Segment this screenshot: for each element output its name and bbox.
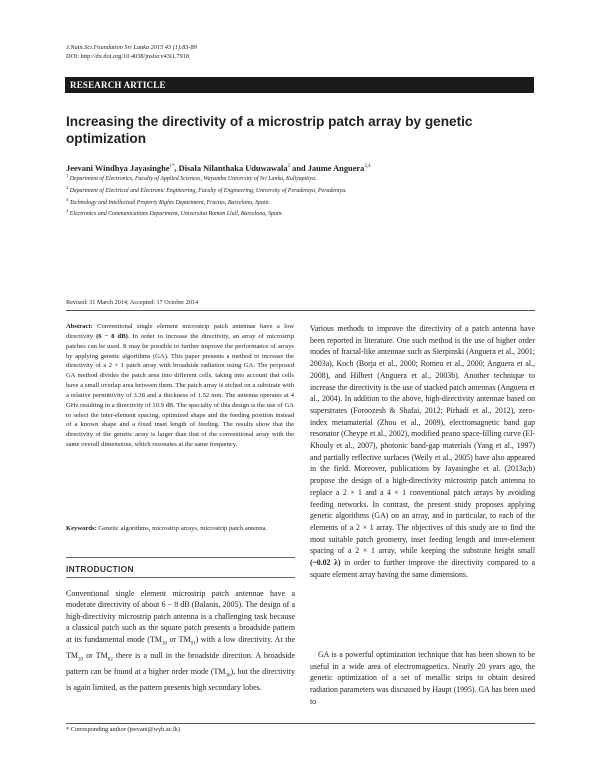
affiliation-number: 1 xyxy=(66,173,69,178)
author-separator: , xyxy=(174,163,179,173)
body-text: in order to further improve the directivity compared to a square element array having the same dimensions. xyxy=(310,558,535,579)
intro-text: or TM xyxy=(166,634,191,644)
footnote-divider xyxy=(66,723,535,724)
author-separator: and xyxy=(290,163,308,173)
introduction-paragraph xyxy=(66,588,295,693)
author-name: Disala Nilanthaka Uduwawala xyxy=(178,163,288,173)
intro-text: ) with a low directivity. At the TM xyxy=(66,634,295,660)
abstract-bold-range: (6 − 8 dB) xyxy=(96,332,128,340)
keywords xyxy=(66,524,294,534)
article-dates: Revised: 31 March 2014; Accepted: 17 October 2014 xyxy=(66,299,199,306)
intro-text: ), but the directivity is again limited, as the pattern presents high secondary lobes. xyxy=(66,666,295,692)
mode-subscript: 20 xyxy=(78,657,83,663)
mode-subscript: 10 xyxy=(161,641,167,647)
section-divider-top xyxy=(66,557,295,558)
journal-citation: J.Natn.Sci.Foundation Sri Lanka 2015 43 (1):83-89 xyxy=(66,44,197,51)
affiliation-number: 4 xyxy=(66,208,69,214)
article-type-banner: RESEARCH ARTICLE xyxy=(65,77,534,93)
body-text: Various methods to improve the directivity of a patch antenna have been reported in literature. One such method is the use of higher order modes of fractal-like antennae such as Sierpinski (Anguera et al., 2001; 2003a), Koch (Borja et al., 2000; Romeu et al., 2000; Anguera et al., 2008), and Hilbert (Anguera et al., 2003b). Another technique to increase the directivity is the use of stacked patch antennas (Anguera et al., 2004). In addition to the above, high-directivity antennae based on superstrates (Foroozesh & Shafai, 2012; Pirhadi et al., 2012), zero-index metamaterial (Zhou et al., 2009), electromagnetic band gap resonator (Cheype et al., 2002), modified peano space-filling curve (El-Khouly et al., 2007), photonic band-gap materials (Yang et al., 1997) and partially reflective surfaces (Weily et al., 2005) have also appeared in the field. Moreover, publications by Jayasinghe et al. (2013a;b) propose the design of a high-directivity microstrip patch antenna to replace a 2 × 1 and a 4 × 1 conventional patch arrays by avoiding feeding networks. In contrast, the present study proposes applying genetic algorithms (GA) on an array, and in particular, to each of the elements of a 2 × 1 array. The objectives of this study are to find the most suitable patch geometry, inset feeding length and inter-element spacing of a 2 × 1 array, while keeping the substrate height small xyxy=(310,324,535,556)
corresponding-author-footnote: * Corresponding author (jeevani@wyb.ac.lk) xyxy=(66,726,181,733)
affiliation-number: 3 xyxy=(66,196,69,202)
mode-subscript: 01 xyxy=(190,641,196,647)
affiliation-item xyxy=(66,207,536,219)
author-name: Jaume Anguera xyxy=(307,163,365,173)
author-affiliation-mark: 3,4 xyxy=(364,164,371,169)
keywords-label: Keywords: xyxy=(66,525,97,532)
intro-text: there is a null in the broadside direction. A broadside pattern can be found at a higher order mode (TM xyxy=(66,650,295,676)
article-title: Increasing the directivity of a microstrip patch array by genetic optimization xyxy=(66,114,473,146)
abstract-text-continued: . In order to increase the directivity, an array of microstrip patches can be used. It may be possible to further improve the performance of arrays by applying genetic algorithms (GA). This paper presents a method to increase the directivity of a 2 × 1 patch array with broadside radiation using GA. The proposed GA method divides the patch area into different cells, taking into account that cells have a small overlap area between them. The patch array is etched on a substrate with a relative permittivity of 3.38 and a thickness of 1.52 mm. The antenna operates at 4 GHz resulting in a directivity of 10.9 dB. The specialty of this design is the use of GA to select the inter-element spacing, optimized shape and the feeding position instead of a known shape and a fixed inset length of feeding. The results show that the directivity of the genetic array is larger than that of the conventional array with the same overall dimensions, which resonates at the same frequency. xyxy=(66,332,294,449)
doi-link[interactable]: DOI: http://dx.doi.org/10.4038/jnsfsr.v43i1.7918 xyxy=(66,53,190,60)
abstract-text: Conventional single element microstrip patch antennae have a low directivity xyxy=(66,323,294,340)
affiliation-item xyxy=(66,196,536,208)
right-column-paragraph-2: GA is a powerful optimization technique that has been shown to be useful in a wide area of electromagnetics. Nearly 20 years ago, the genetic optimization of a set of metallic strips to obtain desired radiation parameters was discussed by Haupt (1995). GA has been used to xyxy=(310,650,535,706)
header-divider xyxy=(66,310,535,311)
substrate-height-value: (~0.02 λ) xyxy=(310,558,341,568)
affiliation-text: Electronics and Communications Department, Universitat Ramon Llull, Barcelona, Spain. xyxy=(69,211,283,218)
author-name: Jeevani Windhya Jayasinghe xyxy=(66,163,170,173)
affiliation-item xyxy=(66,172,536,184)
abstract xyxy=(66,322,294,450)
intro-text: or TM xyxy=(83,650,108,660)
author-affiliation-mark: 2 xyxy=(287,164,291,169)
intro-text: Conventional single element microstrip patch antennae have a moderate directivity of about 6 − 8 dB (Balanis, 2005). The design of a high-directivity microstrip patch antenna is a challenging task because a classical patch such as the square patch presents a broadside pattern at its fundamental mode (TM xyxy=(66,589,295,644)
keywords-text: Genetic algorithms, microstrip arrays, microstrip patch antenna. xyxy=(96,525,268,532)
section-heading: INTRODUCTION xyxy=(66,564,134,574)
affiliation-text: Department of Electrical and Electronic Engineering, Faculty of Engineering, University of Peradeniya, Peradeniya. xyxy=(69,187,347,194)
author-affiliation-mark: 1* xyxy=(169,164,175,169)
affiliation-number: 2 xyxy=(66,184,69,190)
section-divider-bottom xyxy=(66,577,295,578)
mode-subscript: 30 xyxy=(225,673,231,679)
affiliation-text: Department of Electronics, Faculty of Applied Sciences, Wayamba University of Sri Lanka, Kuliyapitiya. xyxy=(69,175,317,182)
affiliation-text: Technology and Intellectual Property Rights Department, Fractus, Barcelona, Spain. xyxy=(69,199,270,206)
right-column-paragraph xyxy=(310,323,535,580)
abstract-label: Abstract: xyxy=(66,323,93,330)
affiliation-list xyxy=(66,172,536,219)
mode-subscript: 02 xyxy=(107,657,113,663)
affiliation-item xyxy=(66,184,536,196)
